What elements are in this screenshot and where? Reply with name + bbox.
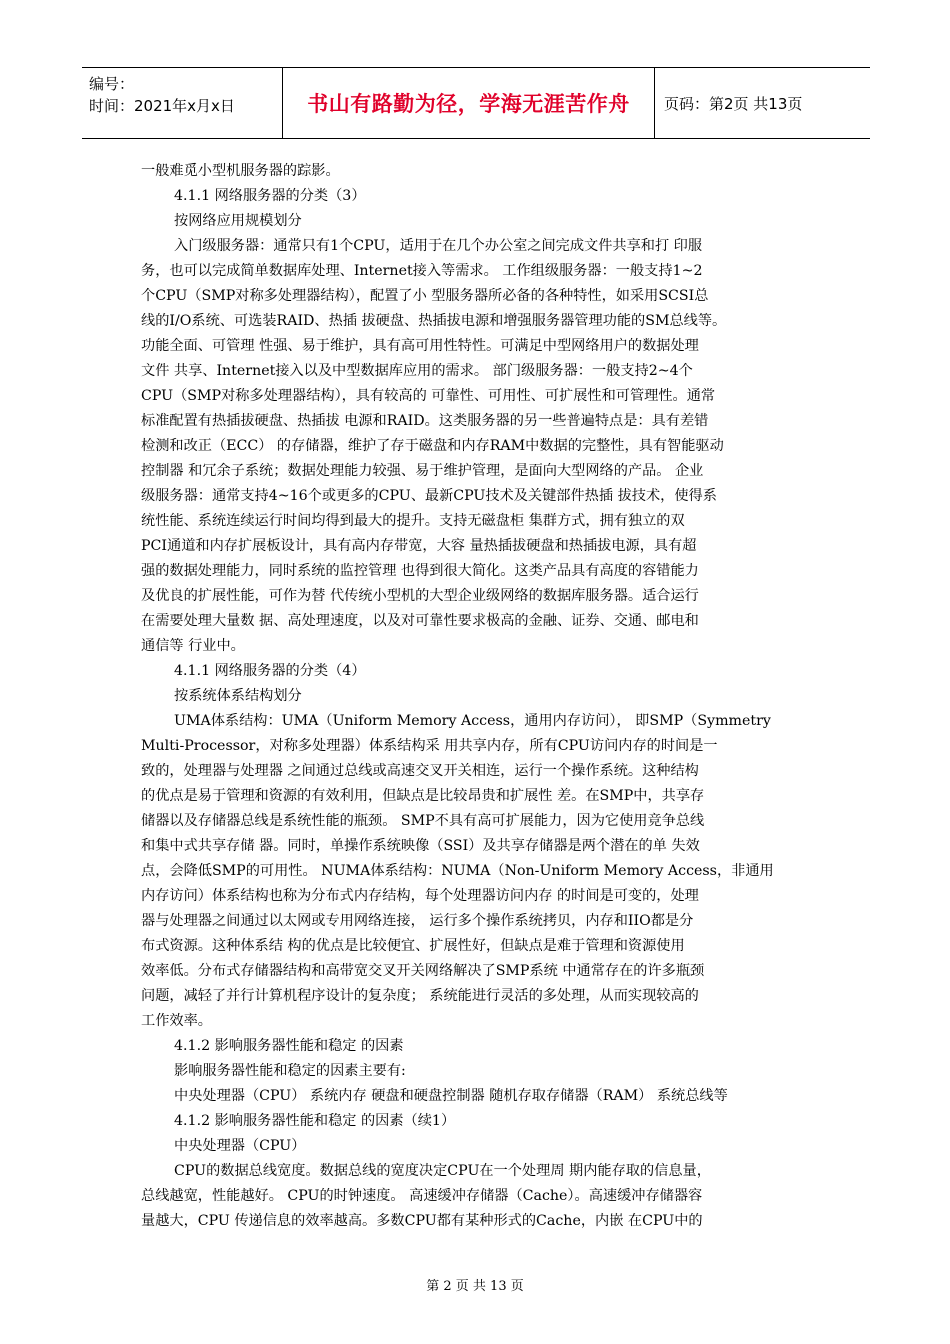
text-line: 入门级服务器：通常只有1个CPU，适用于在几个办公室之间完成文件共享和打 印服 [174,238,703,254]
text-line: 一般难觅小型机服务器的踪影。 [141,163,340,179]
text-line: 的优点是易于管理和资源的有效利用，但缺点是比较昂贵和扩展性 差。在SMP中，共享存 [141,788,705,804]
section-heading: 4.1.1 网络服务器的分类（4） [174,663,366,679]
text-line: 致的，处理器与处理器 之间通过总线或高速交叉开关相连，运行一个操作系统。这种结构 [141,763,699,779]
text-line: 个CPU（SMP对称多处理器结构），配置了小 型服务器所必备的各种特性，如采用SCSI总 [141,288,709,304]
text-line: 量越大，CPU 传递信息的效率越高。多数CPU都有某种形式的Cache，内嵌 在CPU中的 [141,1213,703,1229]
text-line: 强的数据处理能力，同时系统的监控管理 也得到很大简化。这类产品具有高度的容错能力 [141,563,699,579]
text-line: 检测和改正（ECC） 的存储器，维护了存于磁盘和内存RAM中数据的完整性，具有智能驱动 [141,438,724,454]
motto: 书山有路勤为径，学海无涯苦作舟 [283,68,655,138]
text-line: 影响服务器性能和稳定的因素主要有: [174,1063,406,1079]
text-line: PCI通道和内存扩展板设计，具有高内存带宽，大容 量热插拔硬盘和热插拔电源，具有超 [141,538,697,554]
subheading: 按系统体系结构划分 [174,688,302,704]
text-line: 线的I/O系统、可选装RAID、热插 拔硬盘、热插拔电源和增强服务器管理功能的SM总线等。 [141,313,727,329]
subheading: 按网络应用规模划分 [174,213,302,229]
text-line: 统性能、系统连续运行时间均得到最大的提升。支持无磁盘柜 集群方式，拥有独立的双 [141,513,685,529]
page-label: 页码：第2页 共13页 [664,94,803,113]
text-line: 功能全面、可管理 性强、易于维护，具有高可用性特性。可满足中型网络用户的数据处理 [141,338,699,354]
page-footer: 第 2 页 共 13 页 [426,1279,524,1294]
section-heading: 4.1.2 影响服务器性能和稳定 的因素（续1） [174,1113,456,1129]
text-line: 务，也可以完成简单数据库处理、Internet接入等需求。 工作组级服务器：一般支持1~2 [141,263,703,279]
text-line: 总线越宽，性能越好。 CPU的时钟速度。 高速缓冲存储器（Cache）。高速缓冲存储器容 [141,1188,703,1204]
text-line: Multi-Processor，对称多处理器）体系结构采 用共享内存，所有CPU访问内存的时间是一 [141,738,718,754]
text-line: 文件 共享、Internet接入以及中型数据库应用的需求。 部门级服务器：一般支持2~4个 [141,363,693,379]
text-line: 标准配置有热插拔硬盘、热插拔 电源和RAID。这类服务器的另一些普遍特点是：具有差错 [141,413,709,429]
text-line: 控制器 和冗余子系统；数据处理能力较强、易于维护管理，是面向大型网络的产品。 企业 [141,463,704,479]
text-line: 中央处理器（CPU） 系统内存 硬盘和硬盘控制器 随机存取存储器（RAM） 系统总线等 [174,1088,728,1104]
text-line: 工作效率。 [141,1013,212,1029]
section-heading: 4.1.1 网络服务器的分类（3） [174,188,366,204]
text-line: 级服务器：通常支持4~16个或更多的CPU、最新CPU技术及关键部件热插 拔技术，使得系 [141,488,717,504]
text-line: 效率低。分布式存储器结构和高带宽交叉开关网络解决了SMP系统 中通常存在的许多瓶颈 [141,963,705,979]
text-line: 通信等 行业中。 [141,638,245,654]
number-label: 编号： [89,75,135,93]
body-text [141,159,811,1234]
text-line: 及优良的扩展性能，可作为替 代传统小型机的大型企业级网络的数据库服务器。适合运行 [141,588,699,604]
text-line: 储器以及存储器总线是系统性能的瓶颈。 SMP不具有高可扩展能力，因为它使用竞争总线 [141,813,705,829]
text-line: 问题，减轻了并行计算机程序设计的复杂度； 系统能进行灵活的多处理，从而实现较高的 [141,988,699,1004]
text-line: 布式资源。这种体系结 构的优点是比较便宜、扩展性好，但缺点是难于管理和资源使用 [141,938,685,954]
text-line: CPU的数据总线宽度。数据总线的宽度决定CPU在一个处理周 期内能存取的信息量， [174,1163,711,1179]
text-line: 和集中式共享存储 器。同时，单操作系统映像（SSI）及共享存储器是两个潜在的单 失效 [141,838,700,854]
subheading: 中央处理器（CPU） [174,1138,306,1154]
text-line: UMA体系结构：UMA（Uniform Memory Access，通用内存访问）， 即SMP（Symmetry [174,713,771,729]
text-line: CPU（SMP对称多处理器结构），具有较高的 可靠性、可用性、可扩展性和可管理性。通常 [141,388,716,404]
section-heading: 4.1.2 影响服务器性能和稳定 的因素 [174,1038,404,1054]
header-meta-cell [82,68,283,138]
text-line: 点，会降低SMP的可用性。 NUMA体系结构：NUMA（Non-Uniform Memory Access，非通用 [141,863,774,879]
header-table [82,67,870,139]
text-line: 内存访问）体系结构也称为分布式内存结构，每个处理器访问内存 的时间是可变的，处理 [141,888,699,904]
date-label: 时间：2021年x月x日 [89,97,235,115]
text-line: 器与处理器之间通过以太网或专用网络连接， 运行多个操作系统拷贝，内存和IIO都是分 [141,913,694,929]
text-line: 在需要处理大量数 据、高处理速度，以及对可靠性要求极高的金融、证券、交通、邮电和 [141,613,699,629]
